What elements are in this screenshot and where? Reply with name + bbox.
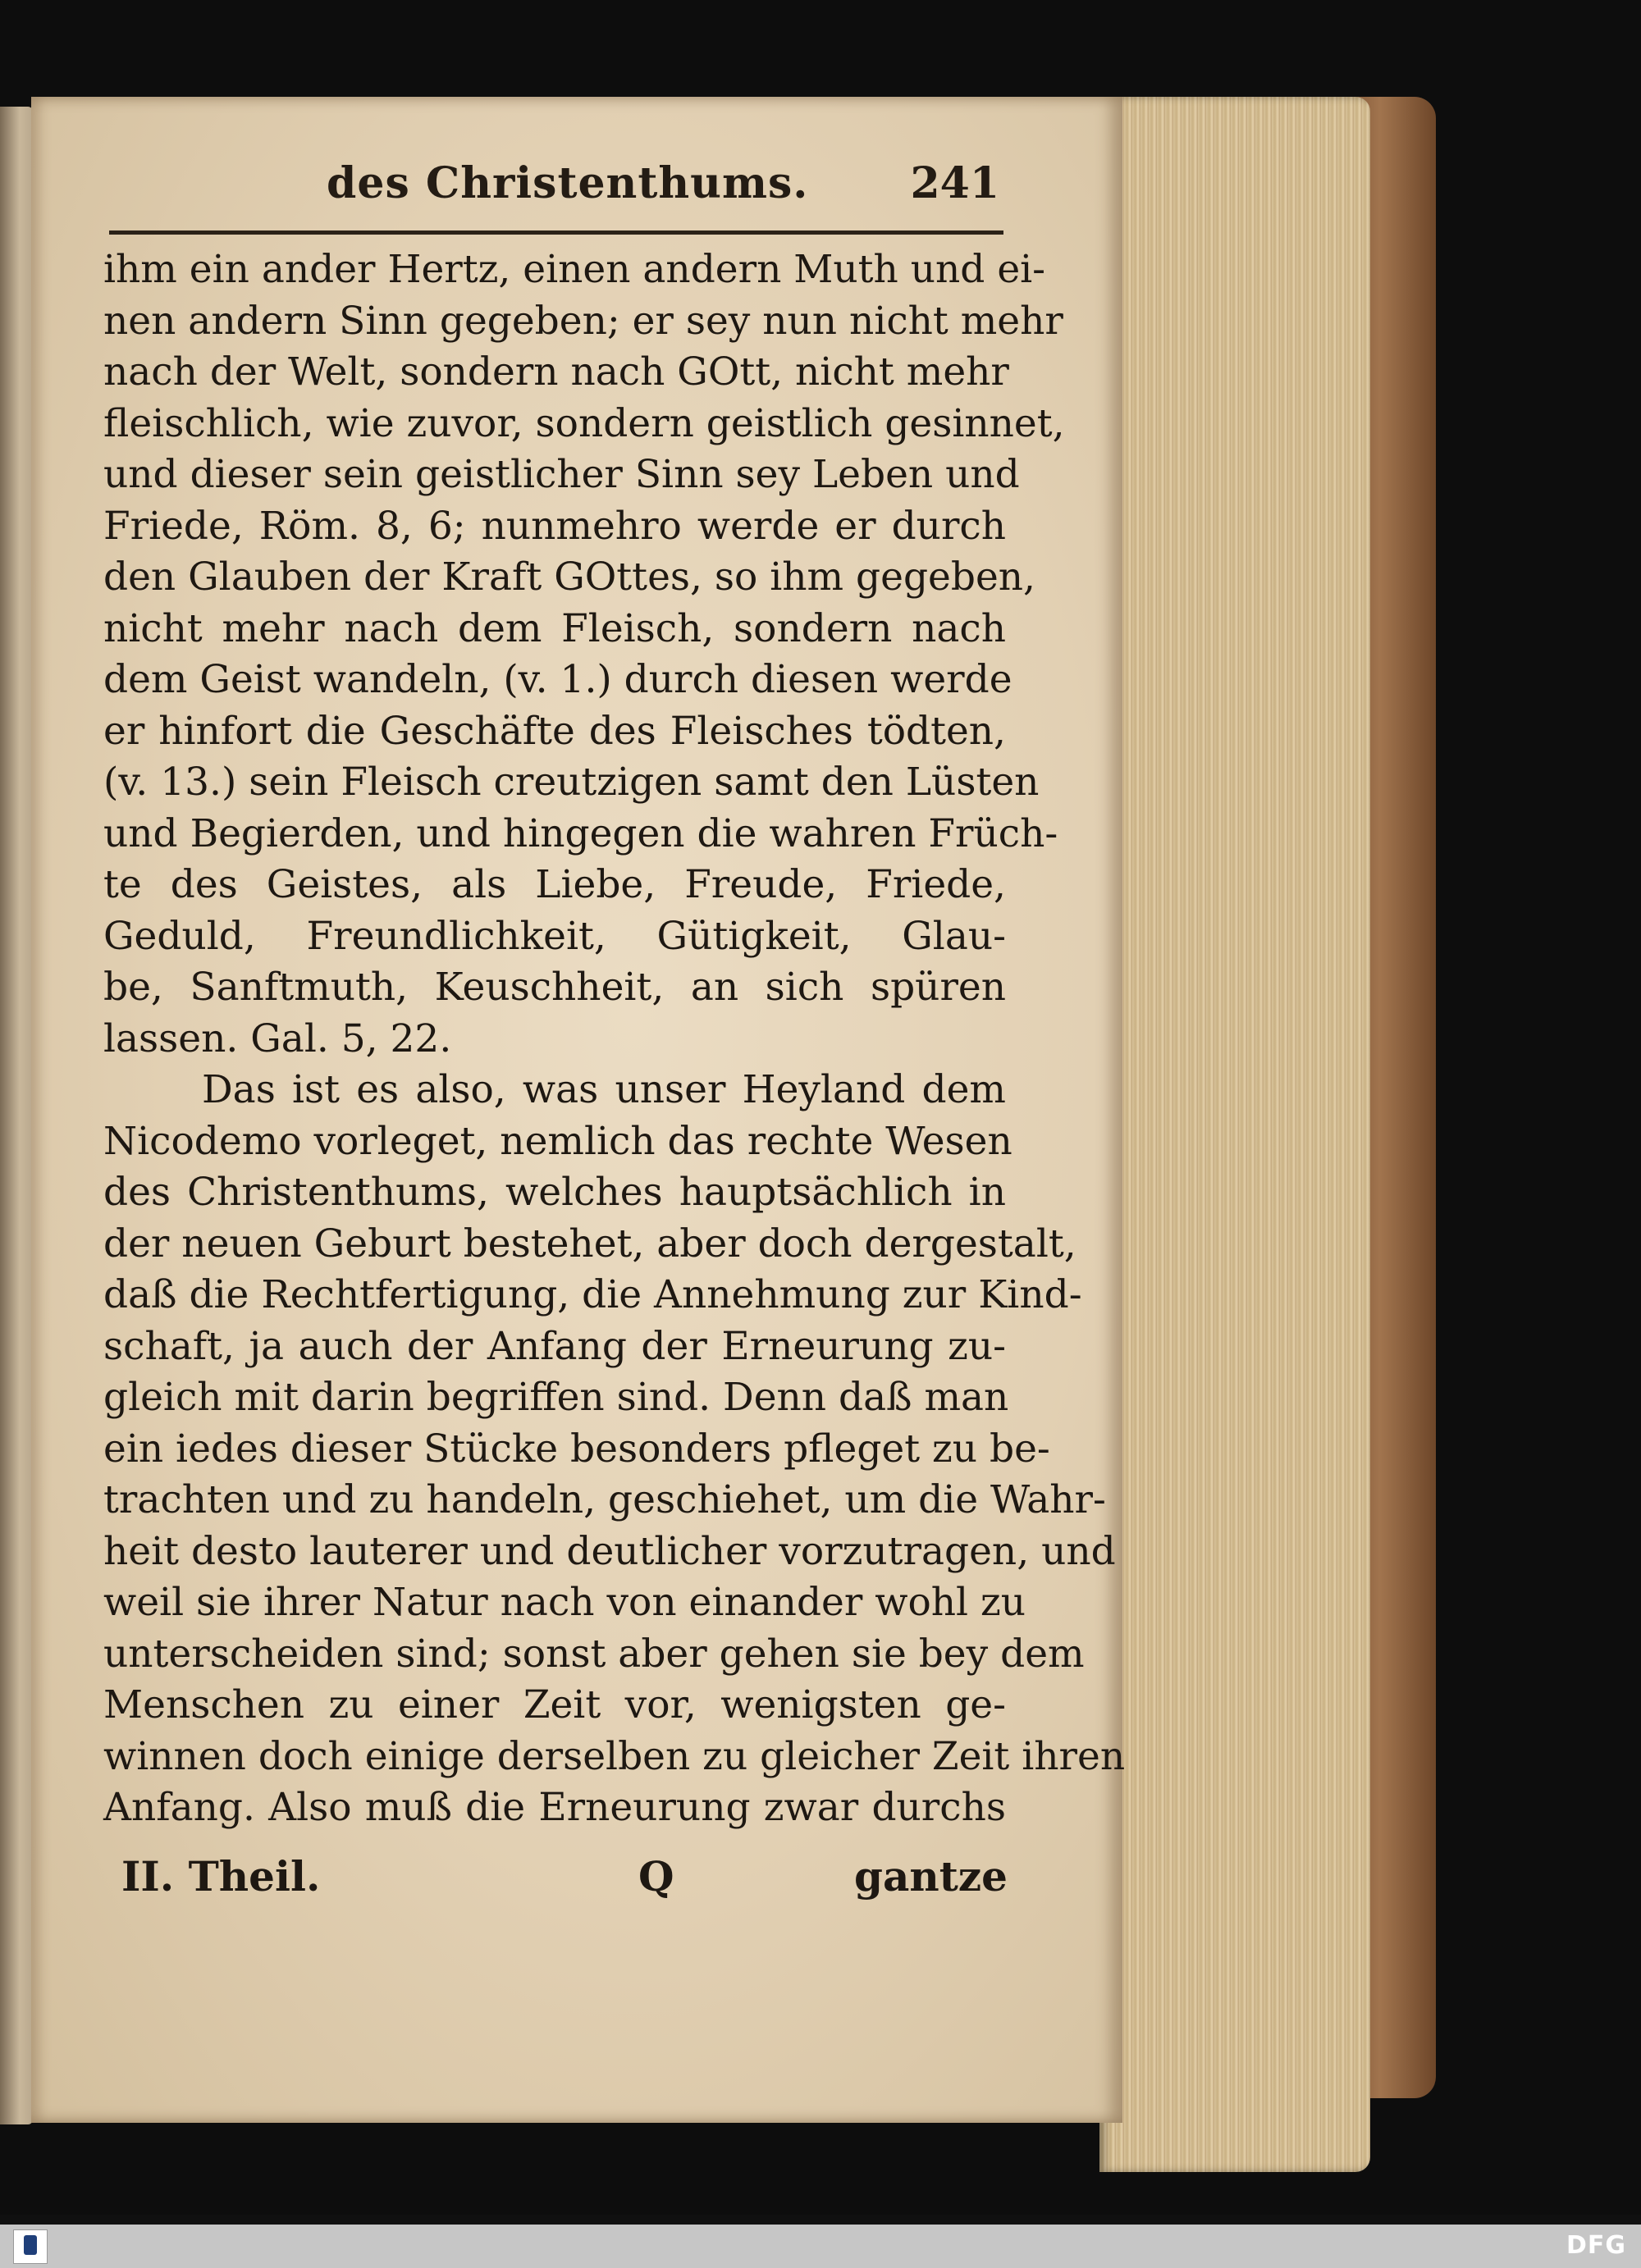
part-signature: II. Theil. (121, 1852, 321, 1901)
library-logo-icon (13, 2229, 48, 2264)
text-line: nicht mehr nach dem Fleisch, sondern nach (103, 605, 1006, 651)
text-line: Nicodemo vorleget, nemlich das rechte Wesen (103, 1118, 1012, 1164)
text-line: und Begierden, und hingegen die wahren Früch- (103, 810, 1058, 856)
text-line: nach der Welt, sondern nach GOtt, nicht mehr (103, 349, 1009, 395)
text-line: er hinfort die Geschäfte des Fleisches tödten, (103, 708, 1006, 754)
viewer-bottom-bar (0, 2225, 1641, 2268)
text-line: Menschen zu einer Zeit vor, wenigsten ge- (103, 1682, 1006, 1727)
text-line: schaft, ja auch der Anfang der Erneurung zu- (103, 1323, 1006, 1369)
text-line: unterscheiden sind; sonst aber gehen sie bey dem (103, 1631, 1085, 1677)
text-line: und dieser sein geistlicher Sinn sey Leben und (103, 452, 1020, 497)
text-line: den Glauben der Kraft GOttes, so ihm gegeben, (103, 554, 1035, 600)
text-line: (v. 13.) sein Fleisch creutzigen samt den Lüsten (103, 760, 1040, 805)
dfg-label: DFG (1566, 2231, 1626, 2260)
text-line: Das ist es also, was unser Heyland dem (202, 1067, 1006, 1112)
text-line: gleich mit darin begriffen sind. Denn daß man (103, 1375, 1009, 1420)
text-line: Anfang. Also muß die Erneurung zwar durchs (103, 1785, 1006, 1830)
text-line: weil sie ihrer Natur nach von einander wohl zu (103, 1580, 1026, 1625)
page-footer (121, 1852, 1008, 1910)
text-line: Friede, Röm. 8, 6; nunmehro werde er durch (103, 503, 1006, 549)
book-page (31, 97, 1126, 2123)
page-number: 241 (910, 158, 999, 208)
text-line: Geduld, Freundlichkeit, Gütigkeit, Glau- (103, 913, 1006, 959)
text-line: nen andern Sinn gegeben; er sey nun nicht mehr (103, 298, 1063, 344)
text-line: heit desto lauterer und deutlicher vorzutragen, und (103, 1528, 1116, 1574)
catchword: gantze (853, 1852, 1008, 1901)
text-line: ein iedes dieser Stücke besonders pfleget zu be- (103, 1426, 1050, 1472)
header-rule (109, 230, 1003, 235)
page-stack-edge (1099, 97, 1370, 2172)
text-line: lassen. Gal. 5, 22. (103, 1015, 452, 1061)
running-title: des Christenthums. (327, 158, 809, 208)
text-line: trachten und zu handeln, geschiehet, um die Wahr- (103, 1477, 1106, 1522)
page-header (105, 158, 999, 224)
body-text (103, 244, 1126, 1834)
sheet-mark: Q (638, 1852, 674, 1901)
text-line: winnen doch einige derselben zu gleicher Zeit ihren (103, 1733, 1126, 1779)
text-line: te des Geistes, als Liebe, Freude, Friede, (103, 862, 1006, 907)
text-line: daß die Rechtfertigung, die Annehmung zur Kind- (103, 1272, 1082, 1317)
text-line: be, Sanftmuth, Keuschheit, an sich spüren (103, 965, 1006, 1010)
text-line: der neuen Geburt bestehet, aber doch dergestalt, (103, 1221, 1076, 1266)
facing-page-edge (0, 107, 33, 2124)
text-line: ihm ein ander Hertz, einen andern Muth und ei- (103, 247, 1046, 292)
text-line: dem Geist wandeln, (v. 1.) durch diesen werde (103, 657, 1012, 702)
text-line: fleischlich, wie zuvor, sondern geistlich gesinnet, (103, 400, 1065, 446)
text-line: des Christenthums, welches hauptsächlich in (103, 1170, 1006, 1215)
